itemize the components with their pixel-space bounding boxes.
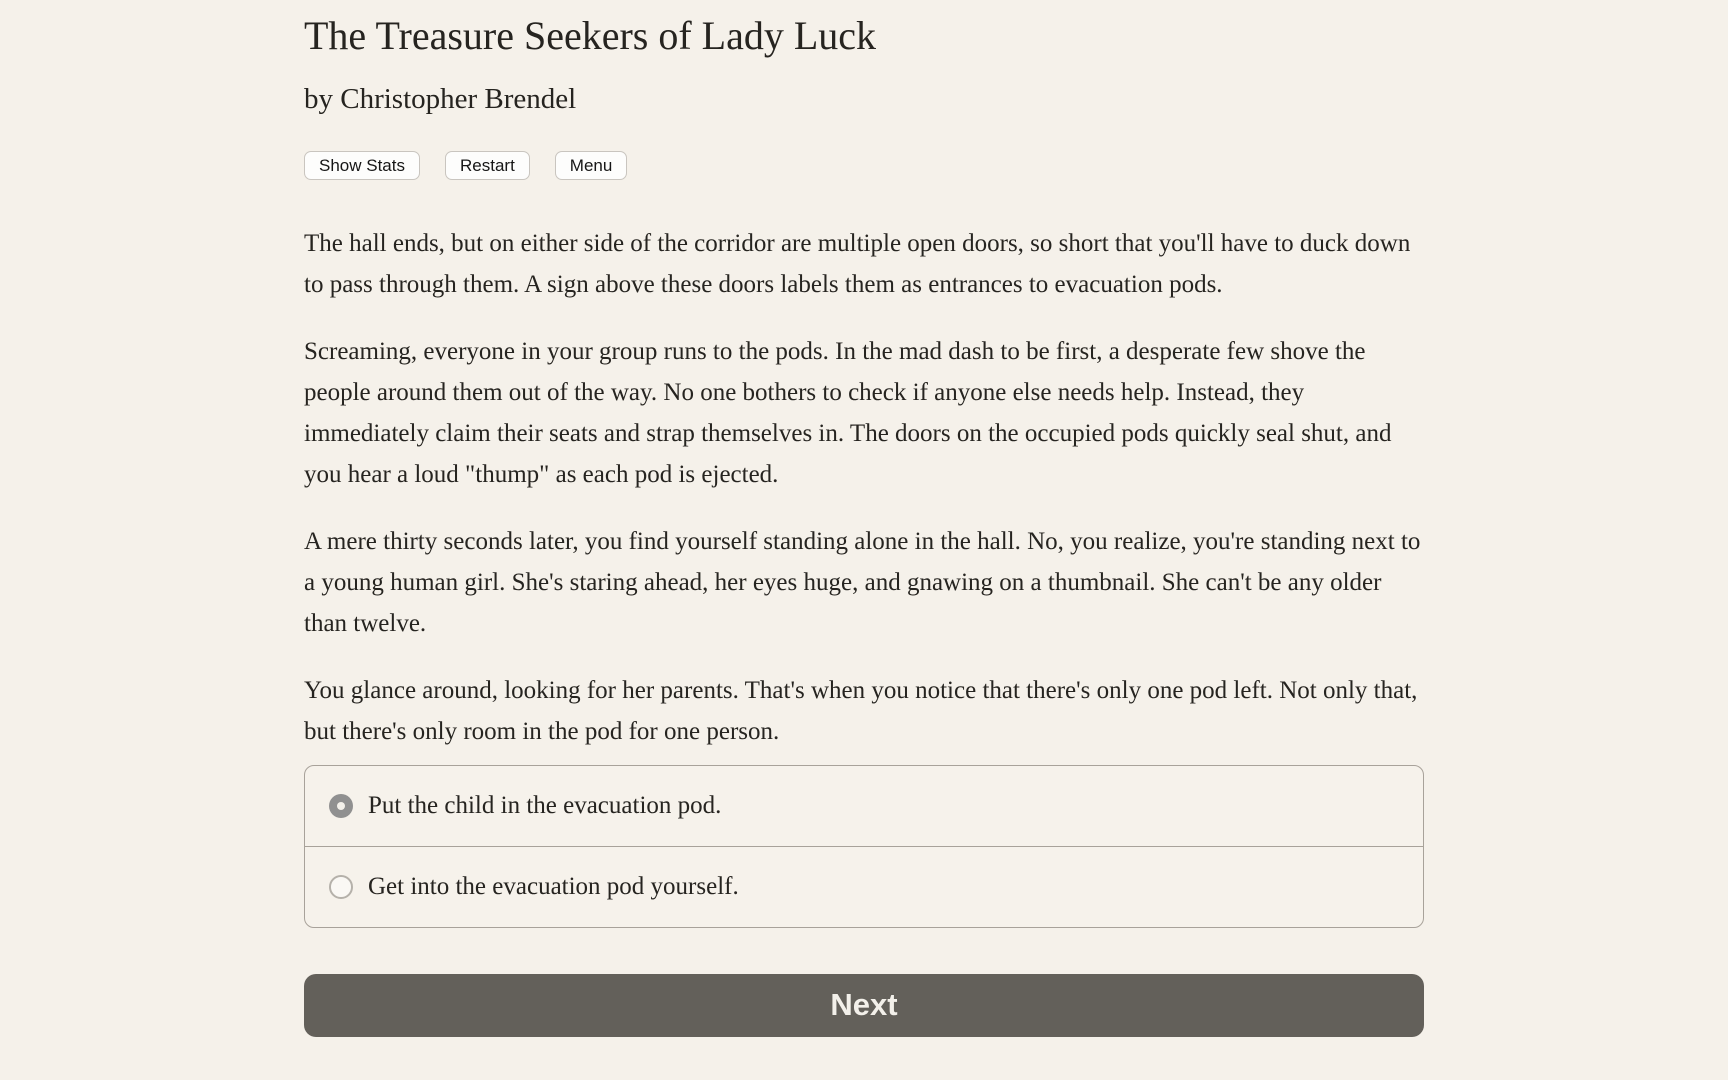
choice-option-get-in-pod-yourself[interactable]: [305, 846, 1423, 927]
author-byline: by Christopher Brendel: [304, 83, 577, 116]
story-paragraph: A mere thirty seconds later, you find yourself standing alone in the hall. No, you realize, you're standing next to a young human girl. She's staring ahead, her eyes huge, and gnawing on a thumbnail. She can't be any older than twelve.: [304, 527, 1421, 637]
choice-group: [304, 765, 1424, 928]
next-button[interactable]: Next: [304, 974, 1424, 1037]
story-page: [304, 0, 1424, 1037]
story-text: [304, 223, 1424, 752]
restart-button[interactable]: Restart: [445, 151, 530, 180]
page-title: The Treasure Seekers of Lady Luck: [304, 13, 877, 58]
radio-icon[interactable]: [329, 794, 353, 818]
story-paragraph: The hall ends, but on either side of the corridor are multiple open doors, so short that you'll have to duck down to pass through them. A sign above these doors labels them as entrances to evacuation pods.: [304, 229, 1411, 298]
toolbar: [304, 151, 1424, 180]
menu-button[interactable]: Menu: [555, 151, 628, 180]
choice-option-put-child-in-pod[interactable]: [305, 766, 1423, 846]
story-paragraph: You glance around, looking for her parents. That's when you notice that there's only one pod left. Not only that, but there's only room in the pod for one person.: [304, 676, 1418, 745]
choice-option-label: Put the child in the evacuation pod.: [368, 791, 722, 819]
radio-icon[interactable]: [329, 875, 353, 899]
story-paragraph: Screaming, everyone in your group runs to the pods. In the mad dash to be first, a desperate few shove the people around them out of the way. No one bothers to check if anyone else needs help. Instead, they immediately claim their seats and strap themselves in. The doors on the occupied pods quickly seal shut, and you hear a loud "thump" as each pod is ejected.: [304, 337, 1392, 488]
choice-option-label: Get into the evacuation pod yourself.: [368, 872, 739, 900]
show-stats-button[interactable]: Show Stats: [304, 151, 420, 180]
